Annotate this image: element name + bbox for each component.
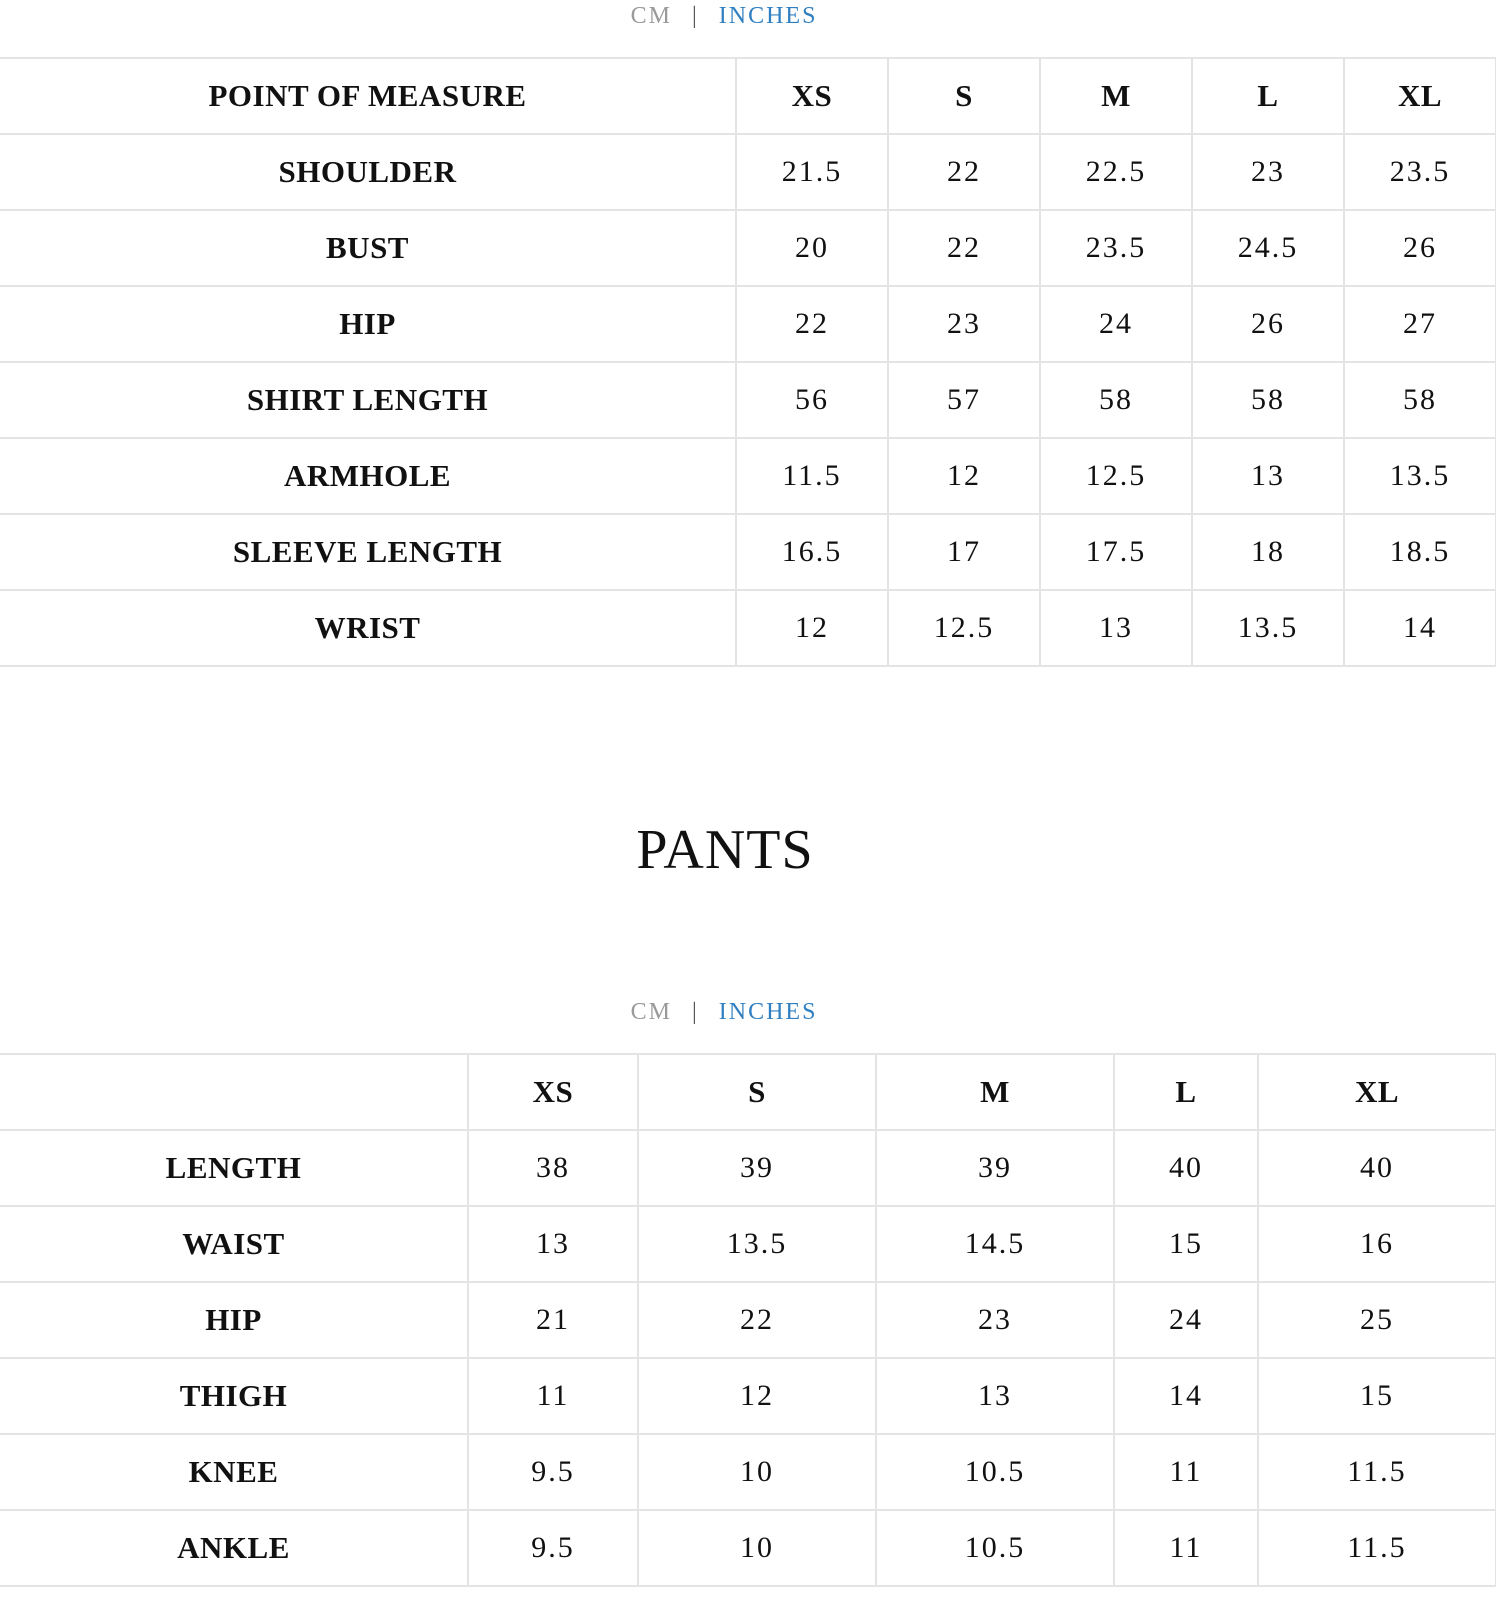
cell-value: 22 [736, 286, 888, 362]
row-label: LENGTH [0, 1130, 468, 1206]
header-size-xs: XS [736, 58, 888, 134]
cell-value: 23 [888, 286, 1040, 362]
table-row [0, 514, 1496, 590]
cell-value: 16 [1258, 1206, 1496, 1282]
cell-value: 23 [1192, 134, 1344, 210]
unit-inches-link[interactable]: INCHES [718, 3, 818, 29]
cell-value: 14 [1344, 590, 1496, 666]
row-label: BUST [0, 210, 736, 286]
cell-value: 22 [638, 1282, 876, 1358]
table-row [0, 1282, 1496, 1358]
cell-value: 16.5 [736, 514, 888, 590]
cell-value: 10 [638, 1434, 876, 1510]
cell-value: 26 [1192, 286, 1344, 362]
table-row [0, 590, 1496, 666]
table-header-row [0, 1054, 1496, 1130]
cell-value: 12.5 [888, 590, 1040, 666]
row-label: ARMHOLE [0, 438, 736, 514]
cell-value: 13 [1192, 438, 1344, 514]
header-size-s: S [638, 1054, 876, 1130]
unit-separator: | [691, 999, 699, 1025]
cell-value: 24 [1040, 286, 1192, 362]
table-row [0, 1510, 1496, 1586]
cell-value: 13.5 [638, 1206, 876, 1282]
cell-value: 40 [1114, 1130, 1258, 1206]
cell-value: 24 [1114, 1282, 1258, 1358]
table-row [0, 362, 1496, 438]
cell-value: 23.5 [1040, 210, 1192, 286]
cell-value: 11 [1114, 1434, 1258, 1510]
table-row [0, 1434, 1496, 1510]
cell-value: 11.5 [1258, 1434, 1496, 1510]
table-row [0, 210, 1496, 286]
row-label: WAIST [0, 1206, 468, 1282]
cell-value: 18 [1192, 514, 1344, 590]
cell-value: 56 [736, 362, 888, 438]
table-row [0, 1130, 1496, 1206]
unit-toggle-top [0, 0, 1472, 32]
header-size-m: M [1040, 58, 1192, 134]
cell-value: 58 [1192, 362, 1344, 438]
header-size-l: L [1114, 1054, 1258, 1130]
cell-value: 13 [468, 1206, 638, 1282]
row-label: WRIST [0, 590, 736, 666]
cell-value: 12.5 [1040, 438, 1192, 514]
header-point-of-measure: POINT OF MEASURE [0, 58, 736, 134]
cell-value: 9.5 [468, 1510, 638, 1586]
row-label: HIP [0, 286, 736, 362]
cell-value: 26 [1344, 210, 1496, 286]
cell-value: 40 [1258, 1130, 1496, 1206]
cell-value: 12 [888, 438, 1040, 514]
cell-value: 11.5 [1258, 1510, 1496, 1586]
cell-value: 10.5 [876, 1510, 1114, 1586]
cell-value: 12 [638, 1358, 876, 1434]
unit-cm-link[interactable]: CM [630, 999, 672, 1025]
cell-value: 15 [1258, 1358, 1496, 1434]
unit-separator: | [691, 3, 699, 29]
cell-value: 25 [1258, 1282, 1496, 1358]
header-size-xl: XL [1258, 1054, 1496, 1130]
cell-value: 39 [638, 1130, 876, 1206]
cell-value: 11 [468, 1358, 638, 1434]
header-size-xs: XS [468, 1054, 638, 1130]
cell-value: 39 [876, 1130, 1114, 1206]
header-size-m: M [876, 1054, 1114, 1130]
row-label: THIGH [0, 1358, 468, 1434]
header-empty [0, 1054, 468, 1130]
header-size-xl: XL [1344, 58, 1496, 134]
table-row [0, 1358, 1496, 1434]
cell-value: 11.5 [736, 438, 888, 514]
table-row [0, 1206, 1496, 1282]
cell-value: 18.5 [1344, 514, 1496, 590]
cell-value: 21 [468, 1282, 638, 1358]
cell-value: 10.5 [876, 1434, 1114, 1510]
table-row [0, 438, 1496, 514]
cell-value: 13.5 [1344, 438, 1496, 514]
cell-value: 21.5 [736, 134, 888, 210]
cell-value: 58 [1040, 362, 1192, 438]
row-label: SHOULDER [0, 134, 736, 210]
unit-cm-link[interactable]: CM [630, 3, 672, 29]
cell-value: 11 [1114, 1510, 1258, 1586]
cell-value: 38 [468, 1130, 638, 1206]
cell-value: 22 [888, 210, 1040, 286]
cell-value: 13 [876, 1358, 1114, 1434]
cell-value: 17.5 [1040, 514, 1192, 590]
table-row [0, 134, 1496, 210]
pants-section-title: PANTS [636, 819, 814, 881]
cell-value: 58 [1344, 362, 1496, 438]
cell-value: 27 [1344, 286, 1496, 362]
unit-toggle-pants [0, 996, 1472, 1028]
cell-value: 14 [1114, 1358, 1258, 1434]
header-size-l: L [1192, 58, 1344, 134]
cell-value: 10 [638, 1510, 876, 1586]
cell-value: 9.5 [468, 1434, 638, 1510]
row-label: SLEEVE LENGTH [0, 514, 736, 590]
row-label: HIP [0, 1282, 468, 1358]
cell-value: 13.5 [1192, 590, 1344, 666]
pants-size-table [0, 1053, 1496, 1587]
unit-inches-link[interactable]: INCHES [718, 999, 818, 1025]
cell-value: 22.5 [1040, 134, 1192, 210]
cell-value: 12 [736, 590, 888, 666]
cell-value: 17 [888, 514, 1040, 590]
row-label: ANKLE [0, 1510, 468, 1586]
cell-value: 57 [888, 362, 1040, 438]
cell-value: 23.5 [1344, 134, 1496, 210]
row-label: SHIRT LENGTH [0, 362, 736, 438]
header-size-s: S [888, 58, 1040, 134]
cell-value: 13 [1040, 590, 1192, 666]
cell-value: 14.5 [876, 1206, 1114, 1282]
cell-value: 15 [1114, 1206, 1258, 1282]
cell-value: 23 [876, 1282, 1114, 1358]
table-row [0, 286, 1496, 362]
cell-value: 22 [888, 134, 1040, 210]
cell-value: 24.5 [1192, 210, 1344, 286]
table-header-row [0, 58, 1496, 134]
shirt-size-table [0, 57, 1496, 667]
row-label: KNEE [0, 1434, 468, 1510]
cell-value: 20 [736, 210, 888, 286]
